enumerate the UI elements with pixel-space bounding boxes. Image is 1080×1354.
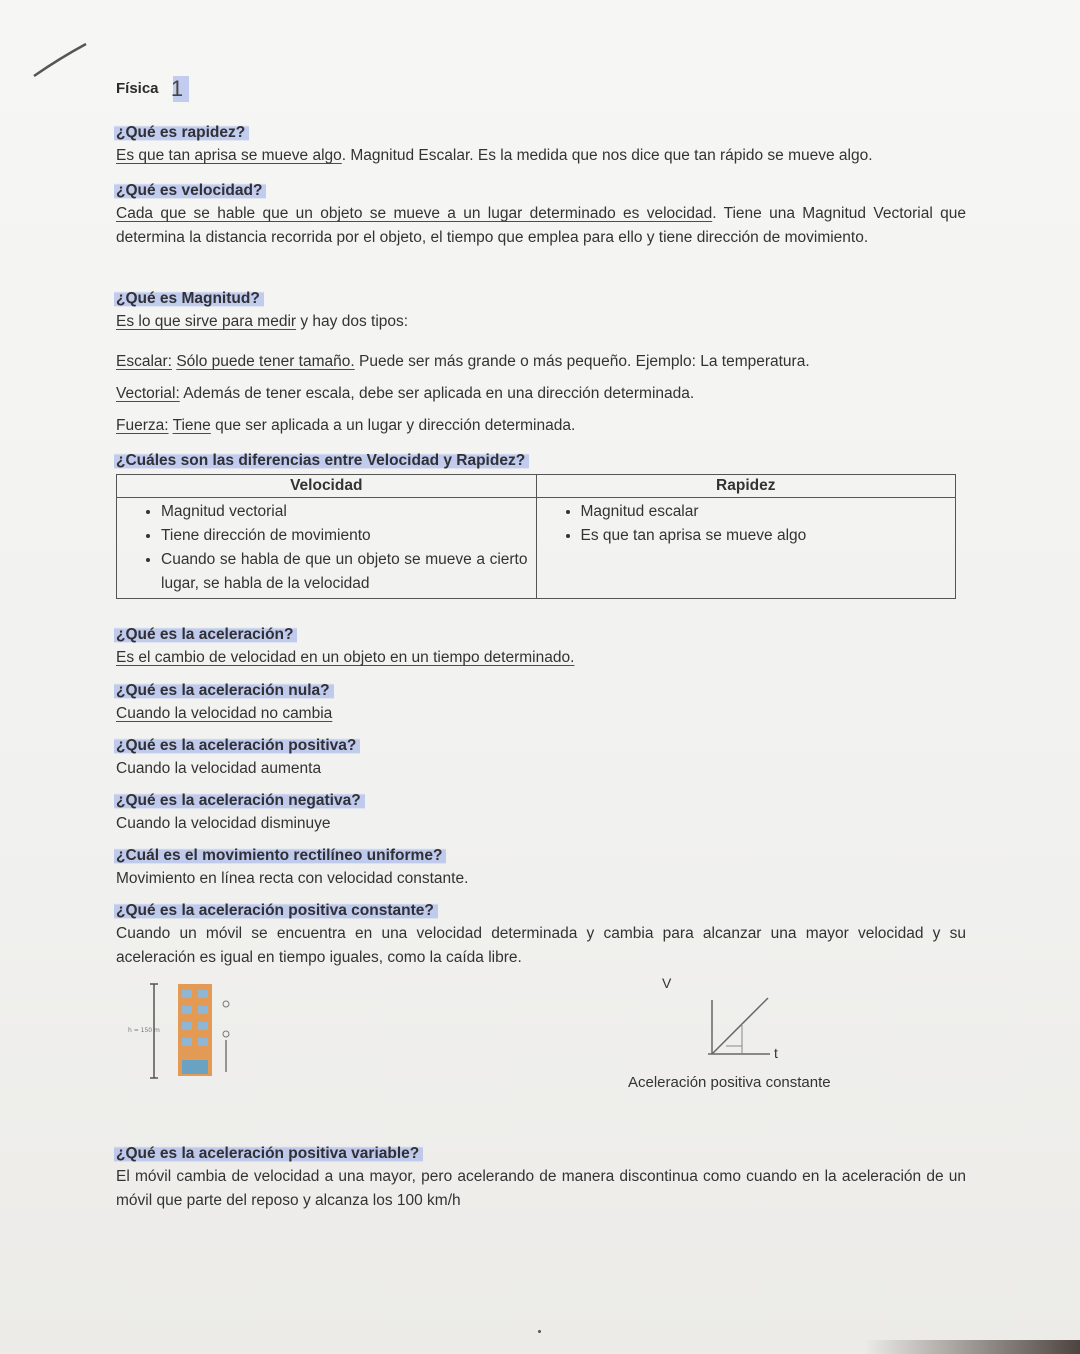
question-mru: ¿Cuál es el movimiento rectilíneo uniforme?: [114, 847, 446, 864]
section-mru: [116, 845, 966, 891]
cell-velocidad: [117, 498, 537, 599]
question-aceleracion-negativa: ¿Qué es la aceleración negativa?: [114, 792, 365, 809]
type-fuerza-underlined: Tiene: [172, 417, 211, 434]
answer-velocidad-underlined: Cada que se hable que un objeto se mueve a un lugar determinado es velocidad: [116, 205, 713, 222]
type-vectorial-label: Vectorial:: [116, 385, 180, 402]
answer-aceleracion-positiva: Cuando la velocidad aumenta: [116, 760, 322, 777]
answer-magnitud-rest: y hay dos tipos:: [296, 313, 409, 330]
question-aceleracion-nula: ¿Qué es la aceleración nula?: [114, 682, 334, 699]
comparison-table: [116, 474, 956, 599]
rapidez-item: • Es que tan aprisa se mueve algo: [581, 524, 948, 548]
page-title: [116, 76, 205, 102]
answer-mru: Movimiento en línea recta con velocidad constante.: [116, 870, 469, 887]
type-fuerza: [116, 414, 966, 438]
question-positiva-variable: ¿Qué es la aceleración positiva variable?: [114, 1145, 423, 1162]
type-escalar-label: Escalar:: [116, 353, 172, 370]
section-positiva-variable: [116, 1143, 966, 1213]
answer-rapidez-rest: . Magnitud Escalar. Es la medida que nos dice que tan rápido se mueve algo.: [341, 147, 873, 164]
type-escalar-underlined: Sólo puede tener tamaño.: [176, 353, 355, 370]
section-comparison: [116, 450, 966, 472]
page-edge-shadow: [0, 1340, 1080, 1354]
question-velocidad: ¿Qué es velocidad?: [114, 182, 266, 199]
height-label: h = 150 m: [128, 1027, 160, 1034]
answer-positiva-constante: Cuando un móvil se encuentra en una velocidad determinada y cambia para alcanzar una mayor velocidad y su aceleración es igual en tiempo iguales, como la caída libre.: [116, 925, 966, 966]
section-positiva-constante: [116, 900, 966, 970]
question-rapidez: ¿Qué es rapidez?: [114, 124, 249, 141]
pen-stroke-mark: [30, 40, 90, 80]
section-rapidez: [116, 122, 966, 168]
subject-label: Física: [116, 79, 159, 97]
rapidez-item: • Magnitud escalar: [581, 500, 948, 524]
cell-rapidez: [536, 498, 956, 599]
question-aceleracion-positiva: ¿Qué es la aceleración positiva?: [114, 737, 360, 754]
section-aceleracion: [116, 624, 966, 670]
answer-positiva-variable: El móvil cambia de velocidad a una mayor, pero acelerando de manera discontinua como cuando en la aceleración de un móvil que parte del reposo y alcanza los 100 km/h: [116, 1168, 966, 1209]
header-rapidez: Rapidez: [536, 475, 956, 498]
section-aceleracion-nula: [116, 680, 966, 726]
answer-aceleracion-nula: Cuando la velocidad no cambia: [116, 705, 333, 722]
answer-aceleracion: Es el cambio de velocidad en un objeto en un tiempo determinado.: [116, 649, 575, 666]
answer-aceleracion-negativa: Cuando la velocidad disminuye: [116, 815, 331, 832]
velocity-time-graph: [656, 976, 796, 1066]
velocidad-item: • Magnitud vectorial: [161, 500, 528, 524]
section-velocidad: [116, 180, 966, 250]
type-escalar-rest: Puede ser más grande o más pequeño. Ejemplo: La temperatura.: [354, 353, 810, 370]
question-aceleracion: ¿Qué es la aceleración?: [114, 626, 297, 643]
type-fuerza-label: Fuerza:: [116, 417, 169, 434]
section-aceleracion-negativa: [116, 790, 966, 836]
graph-caption: Aceleración positiva constante: [628, 1074, 831, 1091]
question-comparison: ¿Cuáles son las diferencias entre Velocidad y Rapidez?: [114, 452, 529, 469]
stray-dot: [538, 1330, 541, 1333]
type-fuerza-rest: que ser aplicada a un lugar y dirección determinada.: [210, 417, 576, 434]
answer-velocidad-rest: . Tiene una Magnitud Vectorial que determina la distancia recorrida por el objeto, el tiempo que emplea para ello y tiene dirección de movimiento.: [116, 205, 966, 246]
question-positiva-constante: ¿Qué es la aceleración positiva constante?: [114, 902, 438, 919]
velocidad-item: • Cuando se habla de que un objeto se mueve a cierto lugar, se habla de la velocidad: [161, 548, 528, 596]
page-number: 1: [170, 76, 184, 101]
velocidad-item: • Tiene dirección de movimiento: [161, 524, 528, 548]
question-magnitud: ¿Qué es Magnitud?: [114, 290, 264, 307]
header-velocidad: Velocidad: [117, 475, 537, 498]
answer-magnitud-underlined: Es lo que sirve para medir: [116, 313, 297, 330]
answer-rapidez-underlined: Es que tan aprisa se mueve algo: [116, 147, 342, 164]
section-aceleracion-positiva: [116, 735, 966, 781]
graph-y-label: V: [662, 976, 672, 991]
section-magnitud: [116, 288, 966, 334]
graph-x-label: t: [774, 1045, 778, 1061]
type-escalar: [116, 350, 966, 374]
building-freefall-figure: [126, 978, 246, 1082]
type-vectorial-rest: Además de tener escala, debe ser aplicada en una dirección determinada.: [179, 385, 695, 402]
type-vectorial: [116, 382, 966, 406]
